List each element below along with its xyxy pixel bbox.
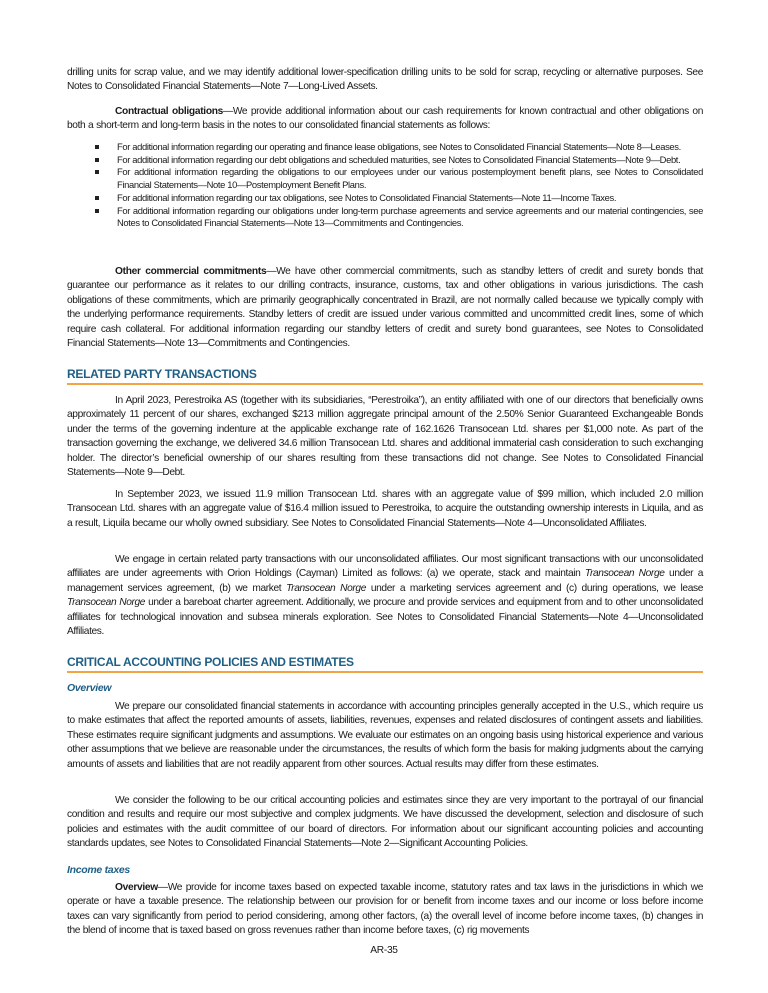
list-item: For additional information regarding our tax obligations, see Notes to Consolidated Financial Statements—Note 11—Income Taxes. <box>67 192 703 205</box>
income-overview-text: —We provide for income taxes based on expected taxable income, statutory rates and tax laws in the jurisdictions in which we operate or have a taxable presence. The relationship between our provision for or benefit from income taxes and our income or loss before income taxes can vary significantly from period to period considering, among other factors, (a) the overall level of income before income taxes, (b) changes in the blend of income that is taxed based on gross revenues rather than income before taxes, (c) rig movements <box>67 882 703 937</box>
paragraph-unconsolidated-affiliates <box>67 553 703 639</box>
paragraph-september-2023: In September 2023, we issued 11.9 million Transocean Ltd. shares with an aggregate value of $99 million, which included 2.0 million Transocean Ltd. shares with an aggregate value of $16.4 million issued to Perestroika, to acquire the outstanding ownership interests in Liquila, and as a result, Liquila became our wholly owned subsidiary. See Notes to Consolidated Financial Statements—Note 4—Unconsolidated Affiliates. <box>67 489 703 529</box>
subheading-income-taxes: Income taxes <box>67 864 130 876</box>
other-commitments-text: —We have other commercial commitments, such as standby letters of credit and surety bonds that guarantee our performance as it relates to our drilling contracts, insurance, customs, tax and other obligations in various jurisdictions. The cash obligations of these commitments, which are primarily geographically concentrated in Brazil, are not normally called because we typically comply with the underlying performance requirements. Standby letters of credit are issued under various committed and uncommitted credit lines, some of which require cash collateral. For additional information regarding our standby letters of credit and surety bond guarantees, see Notes to Consolidated Financial Statements—Note 13—Commitments and Contingencies. <box>67 266 703 350</box>
subheading-overview: Overview <box>67 682 112 694</box>
section-heading-critical-accounting: CRITICAL ACCOUNTING POLICIES AND ESTIMATES <box>67 655 703 673</box>
income-overview-label: Overview <box>115 882 158 893</box>
obligations-bullet-list <box>67 141 703 230</box>
paragraph-april-2023: In April 2023, Perestroika AS (together with its subsidiaries, “Perestroika”), an entity affiliated with one of our directors that beneficially owns approximately 11 percent of our shares, exchanged $213 million aggregate principal amount of the 2.50% Senior Guaranteed Exchangeable Bonds under the terms of the governing indenture at the applicable exchange rate of 162.1626 Transocean Ltd. shares per $1,000 note. As part of the transaction governing the exchange, we delivered 34.6 million Transocean Ltd. shares and additional immaterial cash consideration to such exchanging holder. The director’s beneficial ownership of our shares resulting from these transactions did not change. See Notes to Consolidated Financial Statements—Note 9—Debt. <box>67 395 703 479</box>
list-item: For additional information regarding our operating and finance lease obligations, see Notes to Consolidated Financial Statements—Note 8—Leases. <box>67 141 703 154</box>
paragraph-income-taxes-overview <box>67 881 703 939</box>
text: under a management services agreement, (b) we market <box>67 568 703 594</box>
list-item: For additional information regarding our debt obligations and scheduled maturities, see Notes to Consolidated Financial Statements—Note 9—Debt. <box>67 154 703 167</box>
rig-name: Transocean Norge <box>286 582 367 594</box>
paragraph-scrap: drilling units for scrap value, and we may identify additional lower-specification drilling units to be sold for scrap, recycling or alternative purposes. See Notes to Consolidated Financial Statements—Note 7—Long-Lived Assets. <box>67 67 703 93</box>
paragraph-other-commitments <box>67 265 703 351</box>
rig-name: Transocean Norge <box>67 597 146 609</box>
list-item: For additional information regarding our obligations under long-term purchase agreements and service agreements and our material contingencies, see Notes to Consolidated Financial Statements—Note 13—Commitments and Contingencies. <box>67 205 703 230</box>
text: under a marketing services agreement and (c) during operations, we lease <box>366 582 703 594</box>
page-number: AR-35 <box>370 945 398 956</box>
text: under a bareboat charter agreement. Additionally, we procure and provide services and equipment from and to other unconsolidated affiliates for technological innovation and subsea minerals exploration. See Notes to Consolidated Financial Statements—Note 4—Unconsolidated Affiliates. <box>67 597 703 638</box>
section-heading-related-party: RELATED PARTY TRANSACTIONS <box>67 367 703 385</box>
contractual-obligations-text: —We provide additional information about our cash requirements for known contractual and other obligations on both a short-term and long-term basis in the notes to our consolidated financial statements as follows: <box>67 106 704 132</box>
paragraph-prepare-statements: We prepare our consolidated financial statements in accordance with accounting principles generally accepted in the U.S., which require us to make estimates that affect the reported amounts of assets, liabilities, revenues, expenses and related disclosures of contingent assets and liabilities. These estimates require significant judgments and assumptions. We evaluate our estimates on an ongoing basis using historical experience and various other assumptions that we believe are reasonable under the circumstances, the results of which form the basis for making judgments about the carrying amounts of assets and liabilities that are not readily apparent from other sources. Actual results may differ from these estimates. <box>67 701 703 770</box>
paragraph-contractual-obligations <box>67 105 703 134</box>
paragraph-critical-policies: We consider the following to be our critical accounting policies and estimates since they are very important to the portrayal of our financial condition and results and require our most subjective and complex judgments. We have discussed the development, selection and disclosure of such policies and estimates with the audit committee of our board of directors. For information about our significant accounting policies and accounting standards updates, see Notes to Consolidated Financial Statements—Note 2—Significant Accounting Policies. <box>67 795 703 850</box>
list-item: For additional information regarding the obligations to our employees under our various postemployment benefit plans, see Notes to Consolidated Financial Statements—Note 10—Postemployment Benefit Plans. <box>67 166 703 191</box>
other-commitments-label: Other commercial commitments <box>115 266 267 277</box>
contractual-obligations-label: Contractual obligations <box>115 106 224 117</box>
text: We engage in certain related party transactions with our unconsolidated affiliates. Our most significant transactions with our unconsolidated affiliates are under agreements with Orion Holdings (Cayman) Limited as follows: (a) we operate, stack and maintain <box>67 554 703 580</box>
rig-name: Transocean Norge <box>584 568 665 580</box>
